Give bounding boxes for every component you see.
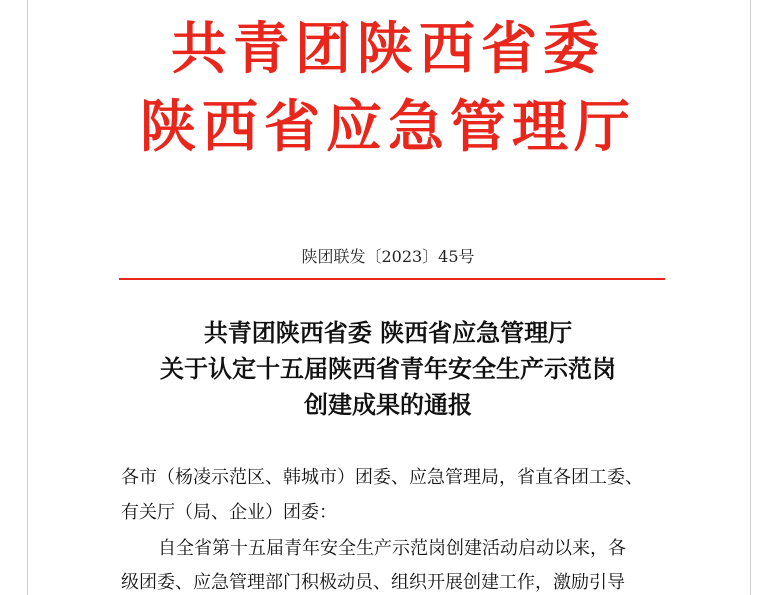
addressee-line-2: 有关厅（局、企业）团委： xyxy=(121,502,337,523)
page-edge-right xyxy=(750,0,751,595)
addressee-line-1: 各市（杨凌示范区、韩城市）团委、应急管理局，省直各团工委、 xyxy=(121,467,643,488)
page-edge-left xyxy=(27,0,28,595)
issuer-heading-youth-league: 共青团陕西省委 xyxy=(171,17,605,82)
document-title-line-1: 共青团陕西省委 陕西省应急管理厅 xyxy=(203,318,573,347)
paragraph-1-line-1: 自全省第十五届青年安全生产示范岗创建活动启动以来，各 xyxy=(158,538,626,559)
document-number: 陕团联发〔2023〕45号 xyxy=(301,247,475,266)
paragraph-1-line-2: 级团委、应急管理部门积极动员、组织开展创建工作，激励引导 xyxy=(121,572,625,593)
issuer-heading-emergency-dept: 陕西省应急管理厅 xyxy=(140,95,636,160)
document-title-line-2: 关于认定十五届陕西省青年安全生产示范岗 xyxy=(160,354,616,383)
document-title-line-3: 创建成果的通报 xyxy=(304,390,472,419)
red-separator-line xyxy=(119,278,665,280)
